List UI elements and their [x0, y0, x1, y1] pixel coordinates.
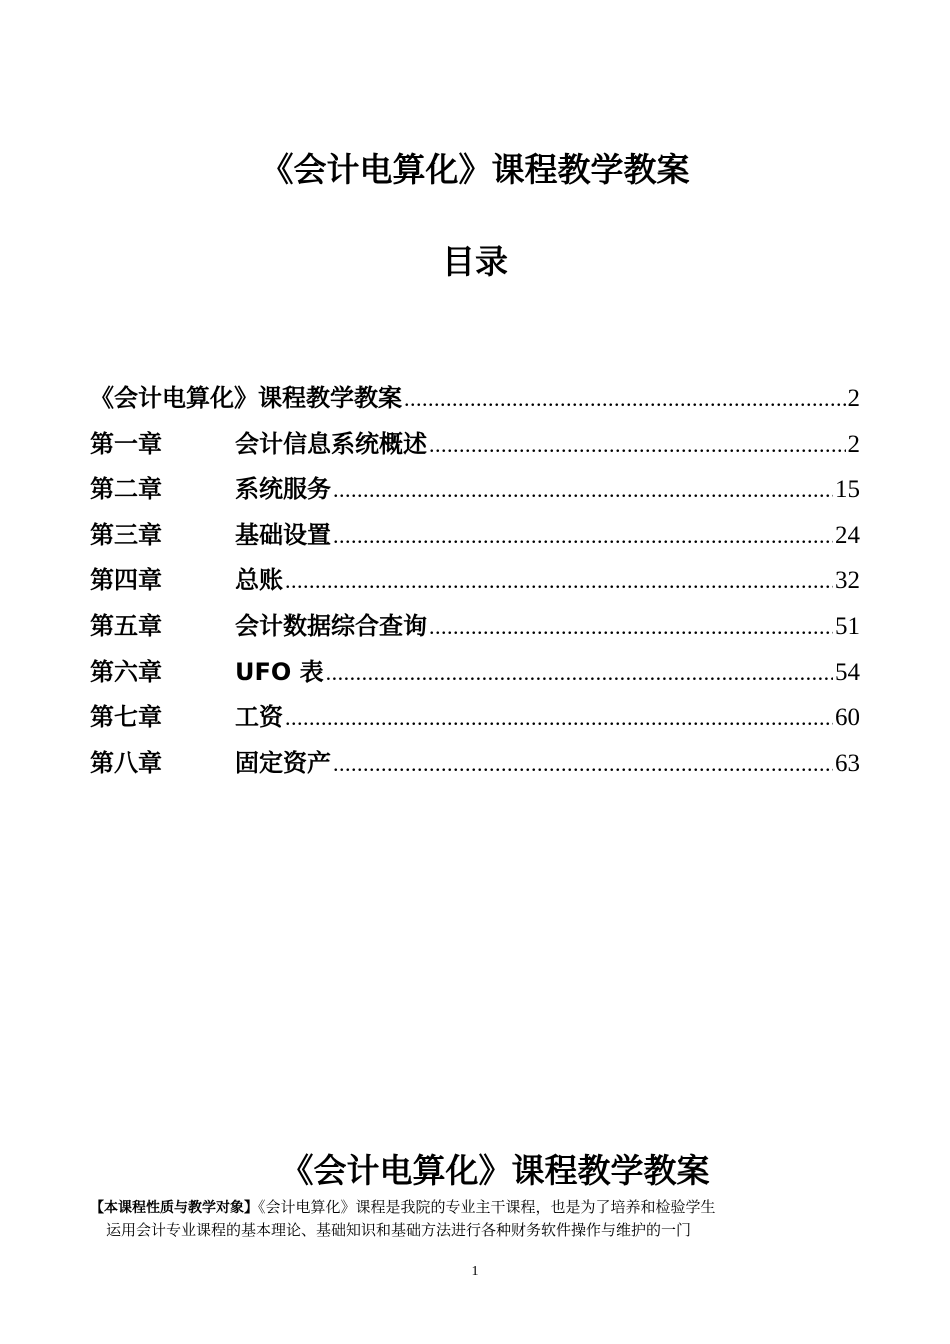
- toc-chapter-number: 第三章: [90, 520, 162, 549]
- toc-page-number: 24: [835, 521, 860, 549]
- section-title: 《会计电算化》课程教学教案: [280, 1151, 710, 1190]
- toc-dot-leader: [333, 513, 833, 559]
- intro-text: 《会计电算化》课程是我院的专业主干课程，也是为了培养和检验学生: [258, 1198, 716, 1216]
- toc-dot-leader: [333, 467, 833, 513]
- toc-chapter-number: 第五章: [90, 611, 162, 640]
- toc-chapter-number: 第七章: [90, 703, 162, 732]
- toc-entry-chapter-5[interactable]: [90, 604, 860, 650]
- toc-entry-chapter-7[interactable]: [90, 695, 860, 741]
- toc-page-number: 32: [835, 567, 860, 595]
- toc-entry-title: 会计信息系统概述: [235, 429, 427, 458]
- toc-heading: 目录: [442, 242, 508, 281]
- toc-entry-title: 固定资产: [235, 748, 331, 777]
- toc-dot-leader: [429, 422, 846, 468]
- toc-chapter-number: 第二章: [90, 475, 162, 504]
- toc-dot-leader: [285, 558, 833, 604]
- table-of-contents: [90, 376, 860, 786]
- intro-line-2: 运用会计专业课程的基本理论、基础知识和基础方法进行各种财务软件操作与维护的一门: [106, 1221, 692, 1239]
- toc-dot-leader: [285, 695, 833, 741]
- toc-chapter-number: 第四章: [90, 566, 162, 595]
- toc-page-number: 2: [847, 385, 860, 412]
- toc-dot-leader: [404, 376, 846, 422]
- toc-chapter-number: 第六章: [90, 657, 162, 686]
- intro-line-1: [90, 1196, 860, 1219]
- toc-entry-title: 《会计电算化》课程教学教案: [90, 384, 402, 412]
- toc-dot-leader: [333, 741, 833, 787]
- document-title: 《会计电算化》课程教学教案: [260, 150, 690, 189]
- toc-entry-title: 工资: [235, 703, 283, 732]
- toc-entry-title: 系统服务: [235, 475, 331, 504]
- toc-page-number: 63: [835, 749, 860, 777]
- toc-page-number: 15: [835, 476, 860, 504]
- toc-entry-title: UFO 表: [235, 657, 324, 686]
- toc-entry-title: 基础设置: [235, 520, 331, 549]
- toc-entry-chapter-2[interactable]: [90, 467, 860, 513]
- toc-page-number: 54: [835, 658, 860, 686]
- toc-page-number: 60: [835, 704, 860, 732]
- toc-dot-leader: [429, 604, 833, 650]
- course-intro-paragraph: [90, 1196, 860, 1241]
- toc-page-number: 51: [835, 612, 860, 640]
- toc-entry-course[interactable]: [90, 376, 860, 422]
- toc-entry-chapter-4[interactable]: [90, 558, 860, 604]
- toc-entry-chapter-6[interactable]: [90, 650, 860, 696]
- toc-chapter-number: 第一章: [90, 429, 162, 458]
- toc-entry-chapter-1[interactable]: [90, 422, 860, 468]
- intro-label: 【本课程性质与教学对象】: [90, 1200, 258, 1216]
- toc-chapter-number: 第八章: [90, 748, 162, 777]
- toc-dot-leader: [326, 650, 833, 696]
- toc-entry-chapter-8[interactable]: [90, 741, 860, 787]
- toc-entry-title: 会计数据综合查询: [235, 611, 427, 640]
- toc-entry-title: 总账: [235, 566, 283, 595]
- toc-entry-chapter-3[interactable]: [90, 513, 860, 559]
- toc-page-number: 2: [847, 430, 860, 458]
- page-number: 1: [471, 1264, 479, 1279]
